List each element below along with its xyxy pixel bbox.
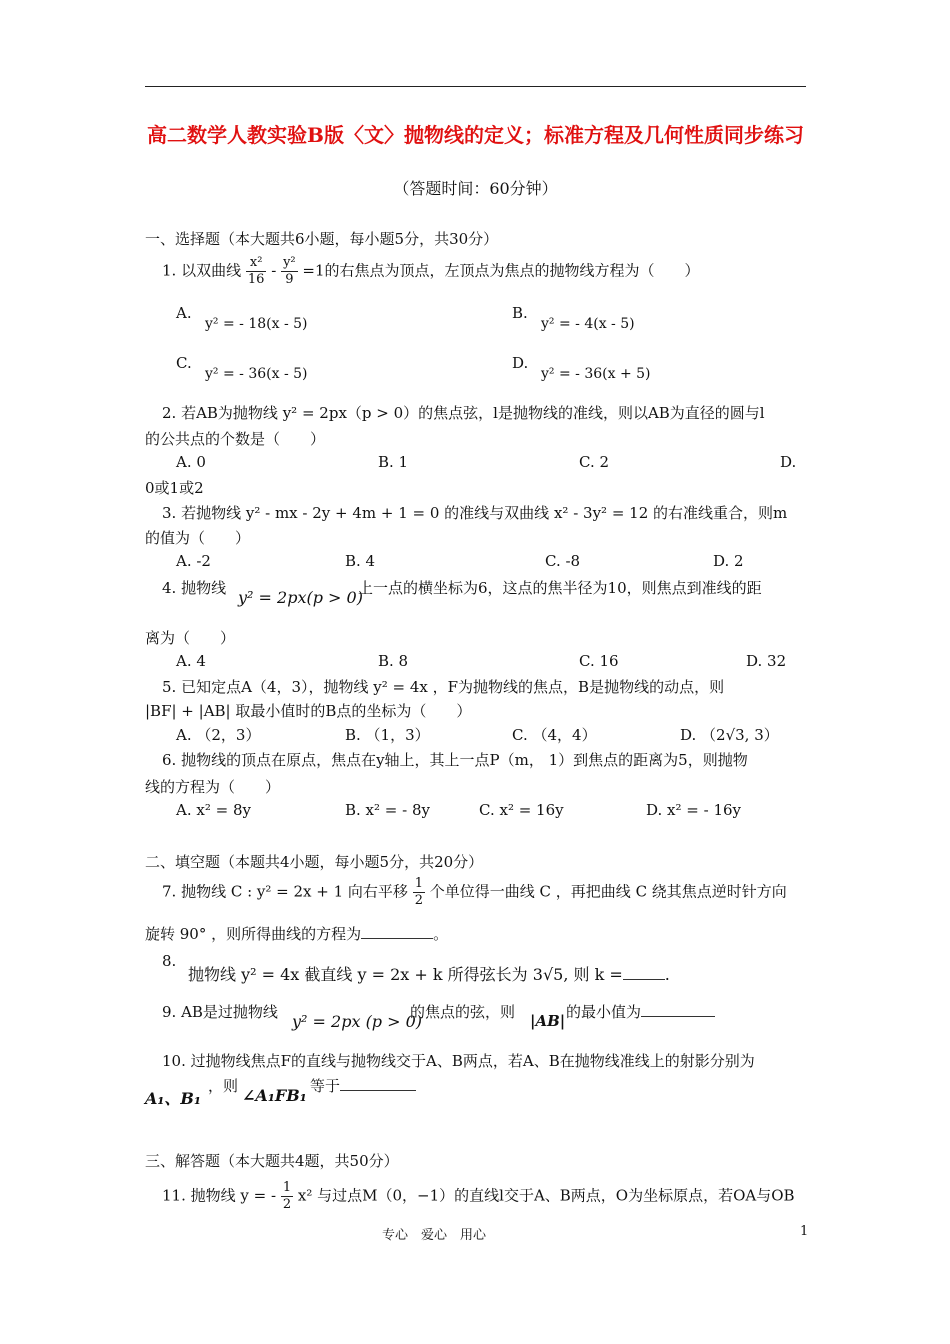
q11-post: x² 与过点M（0，−1）的直线l交于A、B两点，O为坐标原点，若OA与OB (297, 1186, 795, 1205)
section-3-header: 三、解答题（本大题共4题，共50分） (145, 1152, 399, 1170)
q8-answer-blank[interactable] (623, 979, 665, 980)
q3-option-c: C. -8 (545, 552, 581, 570)
q4-post: 上一点的横坐标为6，这点的焦半径为10，则焦点到准线的距 (358, 579, 762, 597)
q6-option-a: A. x² = 8y (176, 801, 251, 819)
q10-equals-wrap (310, 1075, 416, 1096)
q9-abs: |AB| (530, 1012, 566, 1030)
q1-option-b-label: B. (512, 304, 528, 322)
q3-option-b: B. 4 (345, 552, 376, 570)
q6-line-2: 线的方程为（ ） (145, 778, 281, 796)
q5-line-1: 5. 已知定点A（4，3），抛物线 y² = 4x ，F为抛物线的焦点，B是抛物线的动点，则 (162, 678, 725, 696)
q1-option-a: y² = - 18(x - 5) (205, 316, 308, 332)
q2-option-d: D. (780, 453, 797, 471)
q1-post: 的右焦点为顶点，左顶点为焦点的抛物线方程为（ ） (324, 261, 700, 280)
q4-option-a: A. 4 (176, 652, 206, 670)
q11-pre: 11. 抛物线 y = - (162, 1186, 277, 1205)
q6-line-1: 6. 抛物线的顶点在原点，焦点在y轴上，其上一点P（m， 1）到焦点的距离为5，则抛物 (162, 751, 748, 769)
q8-number: 8. (162, 952, 177, 970)
q10-equals: 等于 (310, 1077, 341, 1095)
q1-minus: - (271, 261, 277, 280)
q1-fraction-2: $\frac{\text{y²}}{9}$ (283, 255, 296, 287)
q3-line-2: 的值为（ ） (145, 529, 251, 547)
question-1 (162, 255, 700, 288)
q1-option-d: y² = - 36(x + 5) (541, 366, 651, 382)
q2-line-1: 2. 若AB为抛物线 y² = 2px（p > 0）的焦点弦，l是抛物线的准线，则以AB为直径的圆与l (162, 404, 765, 422)
q10-then: ，则 (208, 1077, 239, 1095)
q4-pre: 4. 抛物线 (162, 579, 227, 597)
q1-option-b: y² = - 4(x - 5) (541, 316, 635, 332)
q5-option-b: B. （1，3） (345, 726, 430, 744)
question-11 (162, 1180, 795, 1213)
q6-option-c: C. x² = 16y (479, 801, 564, 819)
q9-mid: 的焦点的弦，则 (410, 1003, 516, 1021)
q3-line-1: 3. 若抛物线 y² - mx - 2y + 4m + 1 = 0 的准线与双曲线 x² - 3y² = 12 的右准线重合，则m (162, 504, 788, 522)
q8-text (188, 962, 670, 985)
page-subtitle: （答题时间：60分钟） (393, 179, 558, 198)
page-footer: 专心 爱心 用心 (382, 1228, 487, 1243)
q7-post: 个单位得一曲线 C ，再把曲线 C 绕其焦点逆时针方向 (429, 882, 787, 901)
q5-option-a: A. （2，3） (176, 726, 261, 744)
page-number: 1 (800, 1224, 809, 1239)
header-rule (145, 86, 806, 87)
q1-option-a-label: A. (176, 304, 192, 322)
q9-formula: y² = 2px (p > 0) (292, 1012, 423, 1031)
q7-line-2-text: 旋转 90° ，则所得曲线的方程为 (145, 925, 362, 943)
page-title: 高二数学人教实验B版〈文〉抛物线的定义；标准方程及几何性质同步练习 (147, 123, 804, 147)
q6-option-b: B. x² = - 8y (345, 801, 430, 819)
q2-option-c: C. 2 (579, 453, 610, 471)
q7-pre: 7. 抛物线 C : y² = 2x + 1 向右平移 (162, 882, 408, 901)
q7-fraction: $\frac{1}{2}$ (414, 876, 423, 908)
question-7 (162, 876, 787, 909)
q4-option-c: C. 16 (579, 652, 619, 670)
q1-pre: 1. 以双曲线 (162, 261, 242, 280)
q10-points: A₁、B₁ (145, 1089, 201, 1108)
section-1-header: 一、选择题（本大题共6小题，每小题5分，共30分） (145, 230, 499, 248)
q2-option-a: A. 0 (176, 453, 206, 471)
q3-option-d: D. 2 (713, 552, 744, 570)
q9-post-wrap (566, 1001, 715, 1022)
q4-formula: y² = 2px(p > 0) (238, 588, 363, 607)
q2-option-d-text: 0或1或2 (145, 479, 204, 497)
q1-option-c: y² = - 36(x - 5) (205, 366, 308, 382)
q5-option-c: C. （4，4） (512, 726, 597, 744)
q10-angle: ∠A₁FB₁ (242, 1086, 307, 1105)
q6-option-d: D. x² = - 16y (646, 801, 742, 819)
q1-fraction-1: $\frac{\text{x²}}{16}$ (247, 255, 265, 287)
q11-fraction: $\frac{1}{2}$ (282, 1180, 292, 1212)
q10-answer-blank[interactable] (340, 1090, 416, 1091)
q1-equals: =1 (302, 261, 325, 280)
q4-option-d: D. 32 (746, 652, 787, 670)
q5-line-2: |BF| + |AB| 取最小值时的B点的坐标为（ ） (145, 702, 472, 720)
q1-option-d-label: D. (512, 354, 529, 372)
q9-pre: 9. AB是过抛物线 (162, 1003, 278, 1021)
q8-end: . (664, 965, 670, 984)
q3-option-a: A. -2 (176, 552, 211, 570)
q1-option-c-label: C. (176, 354, 192, 372)
q2-option-b: B. 1 (378, 453, 409, 471)
q9-post: 的最小值为 (566, 1003, 642, 1021)
q5-option-d: D. （2√3, 3） (680, 726, 779, 744)
q8-text-content: 抛物线 y² = 4x 截直线 y = 2x + k 所得弦长为 3√5, 则 k = (188, 965, 623, 984)
q7-answer-blank[interactable] (361, 938, 433, 939)
q7-line-2 (145, 923, 448, 944)
q9-answer-blank[interactable] (641, 1016, 715, 1017)
q7-line-2-end: 。 (433, 925, 449, 943)
q10-line-1: 10. 过抛物线焦点F的直线与抛物线交于A、B两点，若A、B在抛物线准线上的射影分别为 (162, 1052, 755, 1070)
section-2-header: 二、填空题（本题共4小题，每小题5分，共20分） (145, 853, 484, 871)
q4-option-b: B. 8 (378, 652, 409, 670)
q4-line-2: 离为（ ） (145, 629, 236, 647)
q2-line-2: 的公共点的个数是（ ） (145, 430, 326, 448)
